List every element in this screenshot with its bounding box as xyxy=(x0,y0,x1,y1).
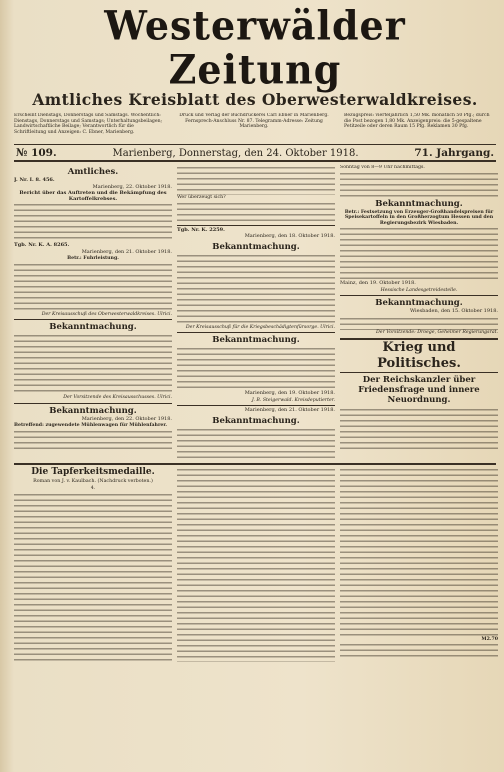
notice-title: Bericht über das Auftreten und die Bekämpfung des Kartoffelkrebses. xyxy=(19,190,167,202)
section-heading-krieg: Krieg und Politisches. xyxy=(340,338,498,373)
notice-signer: Der Kreisausschuß des Oberwesterwaldkreises. Ulrici. xyxy=(41,311,172,317)
divider xyxy=(14,319,172,320)
price-figure: M2.70 xyxy=(481,636,498,642)
lead-text: Sonntag von 8—9 Uhr nachmittags. xyxy=(340,165,425,170)
notice-signer: Der Kreisausschuß für die Kriegsbeschädigtenfürsorge. Ulrici. xyxy=(185,324,335,330)
notice-body-text xyxy=(340,316,498,330)
notice-heading: Bekanntmachung. xyxy=(212,415,300,426)
story-title: Die Tapferkeitsmedaille. xyxy=(31,466,155,477)
story-text xyxy=(177,467,335,662)
reference-number: J. Nr. I. 8. 456. xyxy=(14,177,55,183)
divider xyxy=(177,405,335,406)
notice-heading: Bekanntmachung. xyxy=(375,298,463,308)
notice-heading: Bekanntmachung. xyxy=(212,241,300,252)
publisher-info: Druck und Verlag der Buchdruckerei Carl Ebner in Marienberg. Fernsprech-Anschluss Nr. 87. Telegramm-Adresse: Zeitung Marienberg. xyxy=(179,113,329,130)
article-continuation-column xyxy=(340,467,498,662)
divider xyxy=(177,332,335,333)
list-intro: Wer überzeugt sich? xyxy=(177,195,226,200)
notice-title: Betr.: Fuhrleistung. xyxy=(67,256,119,261)
notice-body-text xyxy=(14,262,172,312)
notice-dateline: Marienberg, den 18. Oktober 1918. xyxy=(244,233,335,239)
notice-signer: Hessische Landesgetreidestelle. xyxy=(380,287,458,293)
chapter-number: 4. xyxy=(90,486,96,491)
divider xyxy=(177,225,335,226)
column-3 xyxy=(340,165,498,461)
article-body-text xyxy=(340,642,498,660)
article-body-text xyxy=(340,467,498,637)
notice-dateline: Marienberg, den 21. Oktober 1918. xyxy=(81,248,172,255)
notice-heading: Bekanntmachung. xyxy=(49,322,137,332)
list-text xyxy=(177,165,335,195)
notice-title: Betreffend: zugewendete Mühlenwagen für Mühlenfahrer. xyxy=(14,423,168,428)
column-2 xyxy=(177,165,335,461)
reference-number: Tgb. Nr. K. 2259. xyxy=(177,226,225,233)
feuilleton-column xyxy=(14,467,172,662)
newspaper-title: Westerwälder Zeitung xyxy=(104,1,406,94)
notice-body-text xyxy=(14,429,172,451)
issue-number: № 109. xyxy=(16,147,57,159)
body-text xyxy=(340,171,498,197)
newspaper-subtitle: Amtliches Kreisblatt des Oberwesterwaldkreises. xyxy=(32,90,478,109)
notice-signer: J. B. Steigerwald. Kreisdeputierter. xyxy=(251,397,335,403)
article-heading: Der Reichskanzler über Friedensfrage und innere Neuordnung. xyxy=(358,375,480,405)
reference-number: Tgb. Nr. K. A. 8265. xyxy=(14,242,70,248)
notice-body-text xyxy=(177,346,335,390)
price-info: Bezugspreis: vierteljährlich 1,50 Mk. monatlich 50 Pfg.; durch die Post bezogen 1,80 Mk. Anzeigenpreis: die 5-gespaltene Petitzeile oder deren Raum 15 Pfg. Reklamen 30 Pfg. xyxy=(344,113,490,130)
story-subtitle: Roman von J. v. Kaulbach. (Nachdruck verboten.) xyxy=(33,478,153,484)
notice-dateline: Marienberg, den 21. Oktober 1918. xyxy=(244,407,335,413)
notice-body-text xyxy=(340,226,498,280)
divider xyxy=(340,295,498,296)
notice-dateline: Marienberg, den 22. Oktober 1918. xyxy=(81,415,172,422)
notice-body-text xyxy=(177,427,335,461)
divider xyxy=(14,403,172,404)
main-columns xyxy=(14,165,496,461)
bottom-section xyxy=(14,463,496,662)
story-continuation-column xyxy=(177,467,335,662)
masthead xyxy=(14,1,496,109)
notice-title: Betr.: Festsetzung von Erzeuger-Großhandelspreisen für Speisekartoffeln in den Großherzogtum Hessen und den Regierungsbezirk Wiesbaden. xyxy=(344,209,494,226)
notice-signer: Der Vorsitzende: Droege, Geheimer Regierungsrat. xyxy=(376,329,498,335)
notice-dateline: Mainz, den 19. Oktober 1918. xyxy=(340,280,416,286)
notice-dateline: Marienberg, den 19. Oktober 1918. xyxy=(244,390,335,396)
story-text xyxy=(14,492,172,662)
publication-info: Erscheint Dienstags, Donnerstags und Samstags. Wöchentlich: Dienstags, Donnerstags und Samstags; Unterhaltungsbeilagen; Landwirtschaftliche Beilage; Verantwortlich für die Schriftleitung und Anzeigen: C. Ebner, Marienberg. xyxy=(14,113,163,135)
section-heading-amtliches: Amtliches. xyxy=(67,167,119,177)
masthead-info-row xyxy=(14,113,496,145)
notice-body-text xyxy=(14,333,172,395)
notice-heading: Bekanntmachung. xyxy=(212,335,300,345)
notice-dateline: Wiesbaden, den 15. Oktober 1918. xyxy=(409,308,498,314)
notice-heading: Bekanntmachung. xyxy=(49,405,137,416)
column-1 xyxy=(14,165,172,461)
list-text xyxy=(177,201,335,223)
notice-heading: Bekanntmachung. xyxy=(375,198,463,209)
volume-year: 71. Jahrgang. xyxy=(414,147,494,159)
dateline xyxy=(14,145,496,162)
notice-signer: Der Vorsitzende des Kreisausschusses. Ulrici. xyxy=(63,395,172,400)
notice-dateline: Marienberg, 22. Oktober 1918. xyxy=(92,183,172,190)
place-and-date: Marienberg, Donnerstag, den 24. Oktober 1918. xyxy=(112,148,359,159)
notice-body-text xyxy=(14,202,172,242)
notice-body-text xyxy=(177,253,335,325)
article-body-text xyxy=(340,407,498,453)
